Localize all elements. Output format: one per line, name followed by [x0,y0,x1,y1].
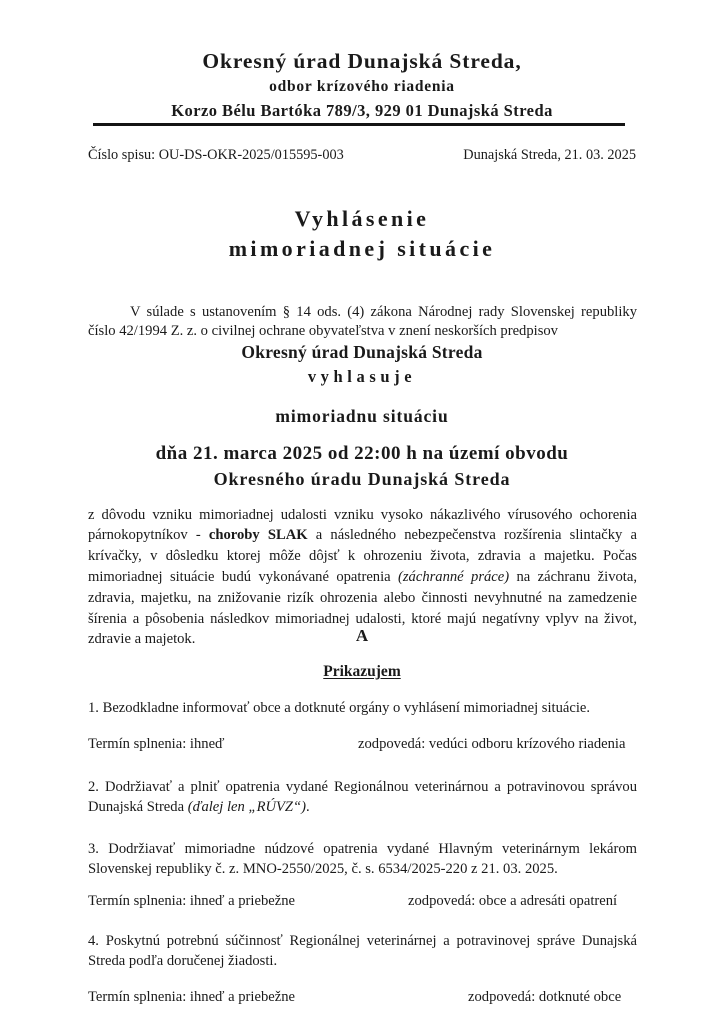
order2-part2: . [306,799,310,816]
reason-part3: na záchranu života, zdravia, majetku, na znižovanie rizík ohrozenia alebo činnosti nevyhnutné na zamedzenie šírenia a pôsobenia následkov mimoriadnej udalosti, ktoré majú negatívny vplyv na život, zdravie a majetok. [88,568,637,648]
responsible-label: zodpovedá: dotknuté obce [468,989,622,1006]
page-title-line2: mimoriadnej situácie [228,235,496,261]
page-title-line1: Vyhlásenie [294,206,430,231]
declaration-subject: mimoriadnu situáciu [275,405,449,426]
declaration-authority: Okresný úrad Dunajská Streda [241,342,483,362]
responsible-label: zodpovedá: vedúci odboru krízového riadenia [358,736,626,753]
list-item: 3. Dodržiavať mimoriadne núdzové opatrenia vydané Hlavným veterinárnym lekárom Slovenskej republiky č. z. MNO-2550/2025, č. s. 6534/2025-220 z 21. 03. 2025. [88,840,637,877]
list-item: 4. Poskytnú potrebnú súčinnosť Regionálnej veterinárnej a potravinovej správe Dunajská Streda podľa doručenej žiadosti. [88,932,637,969]
deadline-row [88,891,637,911]
declaration-territory: Okresného úradu Dunajská Streda [213,468,511,489]
list-item: 1. Bezodkladne informovať obce a dotknuté orgány o vyhlásení mimoriadnej situácie. [88,700,591,716]
reason-disease-name: choroby SLAK [208,527,308,544]
letterhead [88,48,636,121]
list-item [88,777,637,817]
letterhead-department: odbor krízového riadenia [269,77,455,95]
declaration-block [88,341,636,491]
responsible-label: zodpovedá: obce a adresáti opatrení [408,892,618,909]
page-title [88,204,636,264]
deadline-label: Termín splnenia: ihneď [88,736,225,753]
order-heading [88,663,636,681]
deadline-row [88,734,637,754]
declaration-verb: vyhlasuje [307,366,417,386]
reason-part2: a následného nebezpečenstva rozšírenia slintačky a krívačky, v dôsledku ktorej môže dôjsť k ohrozeniu života, zdravia a majetku. Počas mimoriadnej situácie budú vykonávané opatrenia [88,527,637,585]
place-and-date: Dunajská Streda, 21. 03. 2025 [463,147,636,163]
reason-part1: z dôvodu vzniku mimoriadnej udalosti vzniku vysoko nákazlivého vírusového ochorenia párnokopytníkov - [88,506,637,544]
order2-abbreviation: (ďalej len „RÚVZ“) [187,799,307,816]
meta-row [88,147,636,164]
reason-measures-term: (záchranné práce) [398,568,510,585]
deadline-label: Termín splnenia: ihneď a priebežne [88,892,295,909]
legal-reference-paragraph: V súlade s ustanovením § 14 ods. (4) zákona Národnej rady Slovenskej republiky číslo 42/1994 Z. z. o civilnej ochrane obyvateľstva v znení neskorších predpisov [88,303,637,340]
header-divider-rule [93,123,625,126]
order-list [88,698,637,1007]
order2-part1: 2. Dodržiavať a plniť opatrenia vydané Regionálnou veterinárnou a potravinovou správou Dunajská Streda [88,779,637,816]
declaration-effective-datetime: dňa 21. marca 2025 od 22:00 h na území obvodu [155,443,569,465]
letterhead-address: Korzo Bélu Bartóka 789/3, 929 01 Dunajská Streda [171,100,553,120]
deadline-label: Termín splnenia: ihneď a priebežne [88,989,295,1006]
letterhead-authority-name: Okresný úrad Dunajská Streda, [202,49,522,73]
conjunction-a: A [355,626,369,645]
order-heading-text: Prikazujem [323,663,401,680]
deadline-row [88,987,637,1007]
file-number: Číslo spisu: OU-DS-OKR-2025/015595-003 [88,147,344,163]
